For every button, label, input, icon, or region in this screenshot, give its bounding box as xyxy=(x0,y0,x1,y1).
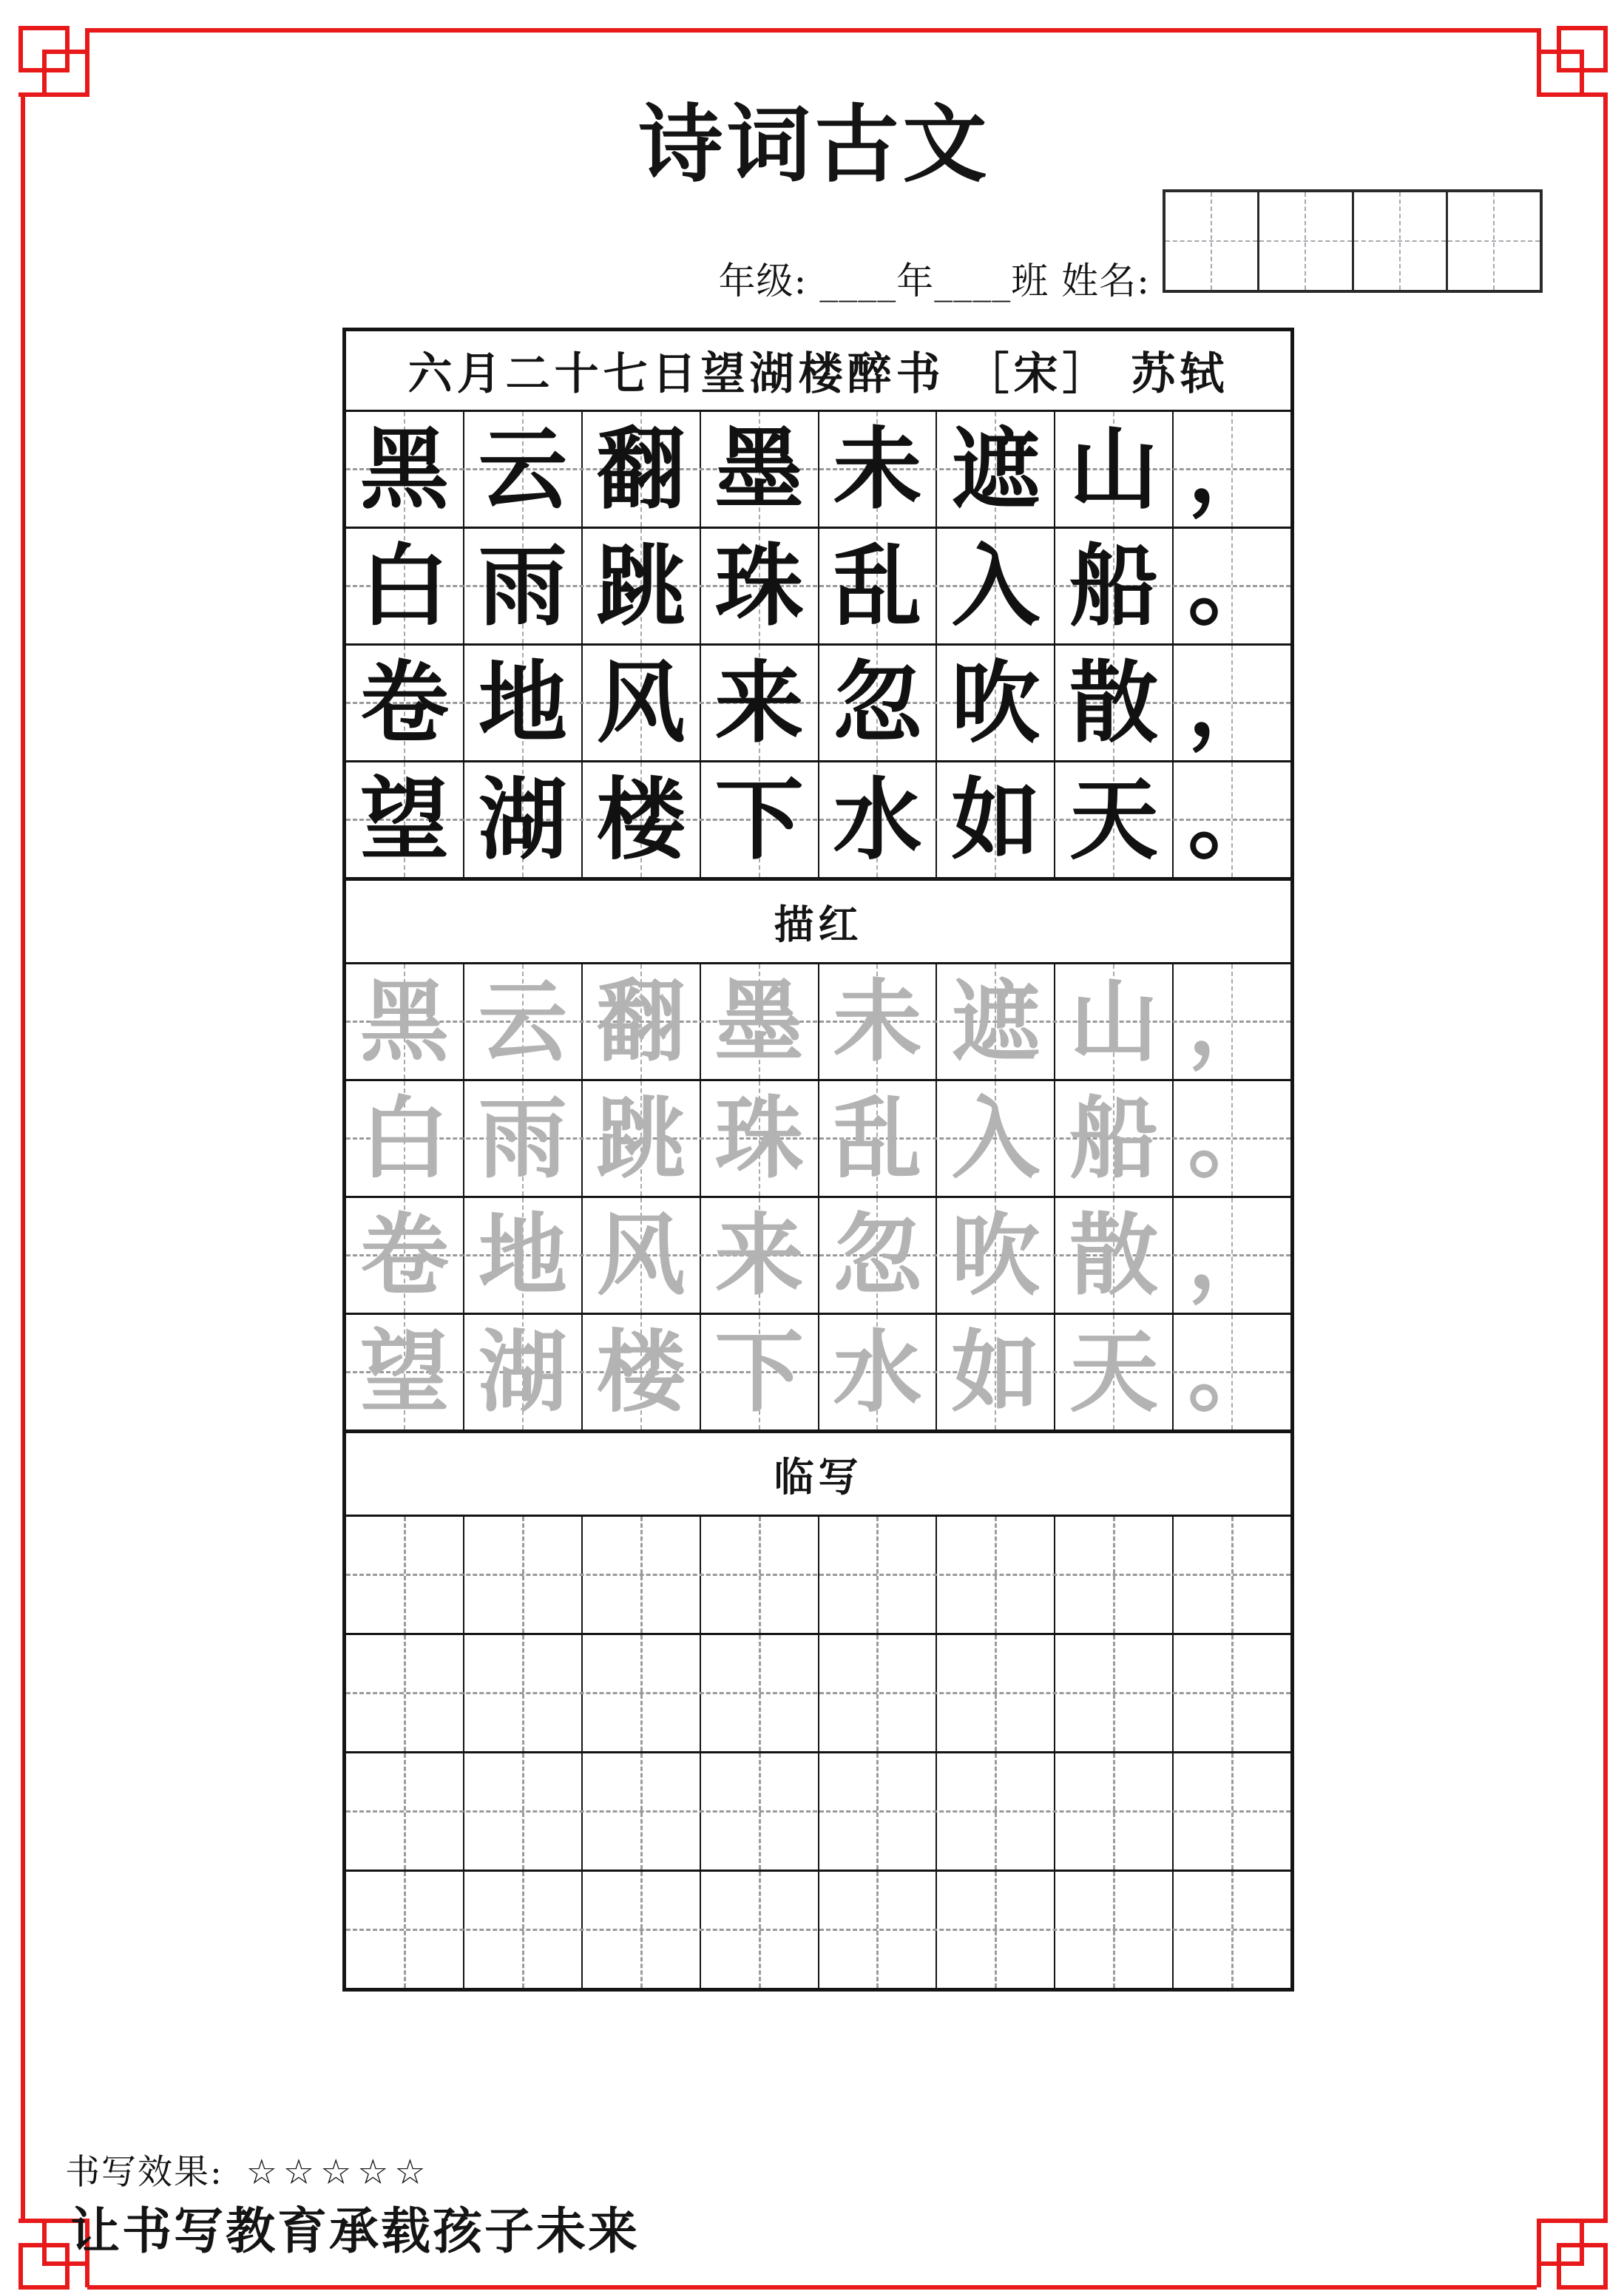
rating-stars: ☆☆☆☆☆ xyxy=(246,2152,432,2193)
practice-cell xyxy=(936,1753,1054,1870)
corner-ornament-icon xyxy=(1537,26,1608,97)
practice-cell xyxy=(1172,1198,1290,1313)
practice-cell xyxy=(1172,1753,1290,1870)
practice-cell xyxy=(700,1753,818,1870)
poem-character: 墨 xyxy=(714,416,804,521)
poem-character: 天 xyxy=(1069,767,1159,872)
name-grid-cell xyxy=(1446,192,1540,290)
trace-character: 楼 xyxy=(596,1319,686,1424)
practice-cell xyxy=(936,1315,1054,1429)
practice-cell xyxy=(463,964,581,1079)
practice-cell xyxy=(818,762,936,877)
frame-border-left xyxy=(21,97,25,2219)
practice-cell xyxy=(818,1517,936,1633)
poem-character: 卷 xyxy=(359,650,449,755)
practice-cell xyxy=(581,1315,700,1429)
practice-cell xyxy=(346,529,463,643)
practice-cell xyxy=(463,1198,581,1313)
practice-cell xyxy=(1054,1635,1172,1751)
practice-cell xyxy=(936,1081,1054,1196)
poem-character: 山 xyxy=(1069,416,1159,521)
poem-character: 散 xyxy=(1069,650,1159,755)
practice-cell xyxy=(346,964,463,1079)
poem-character: 白 xyxy=(359,533,449,638)
poem-character: 。 xyxy=(1188,533,1277,638)
poem-character: 云 xyxy=(478,416,567,521)
practice-cell xyxy=(581,1753,700,1870)
trace-character: 未 xyxy=(833,969,922,1074)
practice-cell xyxy=(463,646,581,760)
copy-section-header: 临写 xyxy=(346,1429,1290,1515)
name-grid-cell xyxy=(1165,192,1257,290)
poem-character: 忽 xyxy=(833,650,922,755)
poem-character: 楼 xyxy=(596,767,686,872)
footer-slogan: 让书写教育承载孩子未来 xyxy=(70,2202,640,2260)
trace-character: 忽 xyxy=(833,1202,922,1307)
practice-cell xyxy=(936,964,1054,1079)
practice-cell xyxy=(1054,646,1172,760)
practice-cell xyxy=(1054,1517,1172,1633)
trace-character: 。 xyxy=(1188,1086,1277,1191)
trace-character: 风 xyxy=(596,1202,686,1307)
trace-character: 吹 xyxy=(951,1202,1041,1307)
trace-section-header: 描红 xyxy=(346,877,1290,962)
trace-character: 入 xyxy=(951,1086,1041,1191)
practice-cell xyxy=(346,1081,463,1196)
practice-cell xyxy=(936,412,1054,527)
trace-character: 云 xyxy=(478,969,567,1074)
practice-cell xyxy=(463,529,581,643)
trace-character: 珠 xyxy=(714,1086,804,1191)
grade-class-name-line: 年级: ____年____班 姓名: xyxy=(718,260,1150,302)
practice-cell xyxy=(818,1753,936,1870)
frame-border-right xyxy=(1603,97,1608,2219)
practice-cell xyxy=(818,1198,936,1313)
name-grid-cell xyxy=(1352,192,1446,290)
practice-cell xyxy=(463,1635,581,1751)
poem-character: 水 xyxy=(833,767,922,872)
practice-cell xyxy=(581,762,700,877)
practice-cell xyxy=(818,1081,936,1196)
empty-practice-row xyxy=(346,1751,1290,1870)
rating-label: 书写效果: xyxy=(65,2152,223,2193)
practice-cell xyxy=(463,1753,581,1870)
trace-character: 山 xyxy=(1069,969,1159,1074)
trace-character: ， xyxy=(1188,1202,1277,1307)
copy-section xyxy=(346,1515,1290,1988)
practice-cell xyxy=(1172,1081,1290,1196)
poem-character: 未 xyxy=(833,416,922,521)
practice-cell xyxy=(463,1872,581,1988)
practice-cell xyxy=(1172,762,1290,877)
corner-ornament-icon xyxy=(1537,2219,1608,2290)
writing-rating-line xyxy=(65,2145,431,2194)
practice-cell xyxy=(936,1635,1054,1751)
practice-cell xyxy=(581,529,700,643)
practice-cell xyxy=(581,1635,700,1751)
practice-cell xyxy=(346,646,463,760)
trace-character: 如 xyxy=(951,1319,1041,1424)
practice-cell xyxy=(700,1517,818,1633)
practice-cell xyxy=(346,1635,463,1751)
practice-cell xyxy=(700,762,818,877)
practice-cell xyxy=(818,964,936,1079)
trace-character: 下 xyxy=(714,1319,804,1424)
trace-character: 黑 xyxy=(359,969,449,1074)
trace-character: 白 xyxy=(359,1086,449,1191)
practice-cell xyxy=(818,1872,936,1988)
practice-cell xyxy=(1172,646,1290,760)
name-grid-cell xyxy=(1257,192,1351,290)
practice-cell xyxy=(346,412,463,527)
practice-cell xyxy=(463,412,581,527)
practice-cell xyxy=(1172,1517,1290,1633)
practice-cell xyxy=(818,646,936,760)
practice-cell xyxy=(1054,1753,1172,1870)
practice-cell xyxy=(818,1635,936,1751)
practice-cell xyxy=(463,1517,581,1633)
poem-character: 风 xyxy=(596,650,686,755)
trace-section xyxy=(346,962,1290,1429)
practice-cell xyxy=(1172,529,1290,643)
name-grid xyxy=(1163,189,1543,293)
poem-character: 吹 xyxy=(951,650,1041,755)
practice-cell xyxy=(1172,1315,1290,1429)
poem-character: 下 xyxy=(714,767,804,872)
poem-character: 地 xyxy=(478,650,567,755)
practice-cell xyxy=(936,1517,1054,1633)
empty-practice-row xyxy=(346,1515,1290,1633)
practice-cell xyxy=(1054,1081,1172,1196)
practice-cell xyxy=(818,529,936,643)
practice-cell xyxy=(346,1753,463,1870)
trace-character: 地 xyxy=(478,1202,567,1307)
poem-character: 来 xyxy=(714,650,804,755)
trace-row xyxy=(346,1079,1290,1196)
trace-character: 船 xyxy=(1069,1086,1159,1191)
practice-cell xyxy=(1172,964,1290,1079)
practice-cell xyxy=(1054,529,1172,643)
trace-row xyxy=(346,1313,1290,1429)
poem-character: 如 xyxy=(951,767,1041,872)
practice-cell xyxy=(346,1872,463,1988)
trace-character: 翻 xyxy=(596,969,686,1074)
practice-cell xyxy=(581,412,700,527)
practice-cell xyxy=(346,762,463,877)
practice-cell xyxy=(700,964,818,1079)
practice-cell xyxy=(1054,1872,1172,1988)
model-section xyxy=(346,410,1290,877)
trace-character: 。 xyxy=(1188,1319,1277,1424)
practice-cell xyxy=(936,1198,1054,1313)
poem-character: 乱 xyxy=(833,533,922,638)
practice-cell xyxy=(1054,762,1172,877)
practice-cell xyxy=(700,1872,818,1988)
poem-character: 珠 xyxy=(714,533,804,638)
trace-character: 雨 xyxy=(478,1086,567,1191)
trace-character: 卷 xyxy=(359,1202,449,1307)
practice-cell xyxy=(346,1198,463,1313)
trace-character: 天 xyxy=(1069,1319,1159,1424)
trace-character: 散 xyxy=(1069,1202,1159,1307)
trace-character: 遮 xyxy=(951,969,1041,1074)
practice-cell xyxy=(346,1517,463,1633)
poem-row xyxy=(346,527,1290,643)
poem-character: ， xyxy=(1188,416,1277,521)
practice-cell xyxy=(581,964,700,1079)
practice-cell xyxy=(581,1872,700,1988)
poem-row xyxy=(346,410,1290,527)
empty-practice-row xyxy=(346,1633,1290,1751)
poem-character: 黑 xyxy=(359,416,449,521)
trace-character: 乱 xyxy=(833,1086,922,1191)
page-title: 诗词古文 xyxy=(638,95,991,194)
practice-cell xyxy=(700,529,818,643)
poem-character: 遮 xyxy=(951,416,1041,521)
practice-cell xyxy=(700,646,818,760)
poem-character: 入 xyxy=(951,533,1041,638)
poem-character: ， xyxy=(1188,650,1277,755)
poem-character: 。 xyxy=(1188,767,1277,872)
practice-cell xyxy=(936,762,1054,877)
trace-character: 跳 xyxy=(596,1086,686,1191)
corner-ornament-icon xyxy=(18,26,89,97)
practice-cell xyxy=(818,412,936,527)
frame-border-top xyxy=(87,28,1537,33)
practice-cell xyxy=(581,646,700,760)
trace-character: ， xyxy=(1188,969,1277,1074)
trace-character: 望 xyxy=(359,1319,449,1424)
practice-cell xyxy=(581,1517,700,1633)
practice-cell xyxy=(463,762,581,877)
empty-practice-row xyxy=(346,1870,1290,1988)
practice-cell xyxy=(936,646,1054,760)
practice-cell xyxy=(1172,1872,1290,1988)
poem-character: 翻 xyxy=(596,416,686,521)
poem-row xyxy=(346,643,1290,760)
practice-cell xyxy=(818,1315,936,1429)
practice-cell xyxy=(1054,1315,1172,1429)
practice-cell xyxy=(700,1635,818,1751)
practice-cell xyxy=(1054,964,1172,1079)
poem-character: 雨 xyxy=(478,533,567,638)
frame-border-bottom xyxy=(87,2285,1537,2290)
trace-character: 水 xyxy=(833,1319,922,1424)
poem-title-row: 六月二十七日望湖楼醉书 ［宋］ 苏轼 xyxy=(407,348,1229,400)
practice-cell xyxy=(1054,412,1172,527)
practice-cell xyxy=(1054,1198,1172,1313)
trace-character: 来 xyxy=(714,1202,804,1307)
poem-row xyxy=(346,760,1290,877)
practice-cell xyxy=(463,1315,581,1429)
practice-cell xyxy=(936,1872,1054,1988)
practice-cell xyxy=(936,529,1054,643)
practice-cell xyxy=(1172,1635,1290,1751)
practice-cell xyxy=(463,1081,581,1196)
trace-row xyxy=(346,1196,1290,1313)
practice-cell xyxy=(1172,412,1290,527)
trace-character: 墨 xyxy=(714,969,804,1074)
practice-cell xyxy=(700,412,818,527)
poem-character: 船 xyxy=(1069,533,1159,638)
trace-character: 湖 xyxy=(478,1319,567,1424)
trace-row xyxy=(346,962,1290,1079)
poem-character: 跳 xyxy=(596,533,686,638)
practice-cell xyxy=(700,1315,818,1429)
poem-character: 望 xyxy=(359,767,449,872)
poem-character: 湖 xyxy=(478,767,567,872)
practice-cell xyxy=(346,1315,463,1429)
practice-cell xyxy=(581,1198,700,1313)
practice-cell xyxy=(700,1081,818,1196)
practice-cell xyxy=(581,1081,700,1196)
practice-table xyxy=(342,328,1294,1992)
practice-cell xyxy=(700,1198,818,1313)
